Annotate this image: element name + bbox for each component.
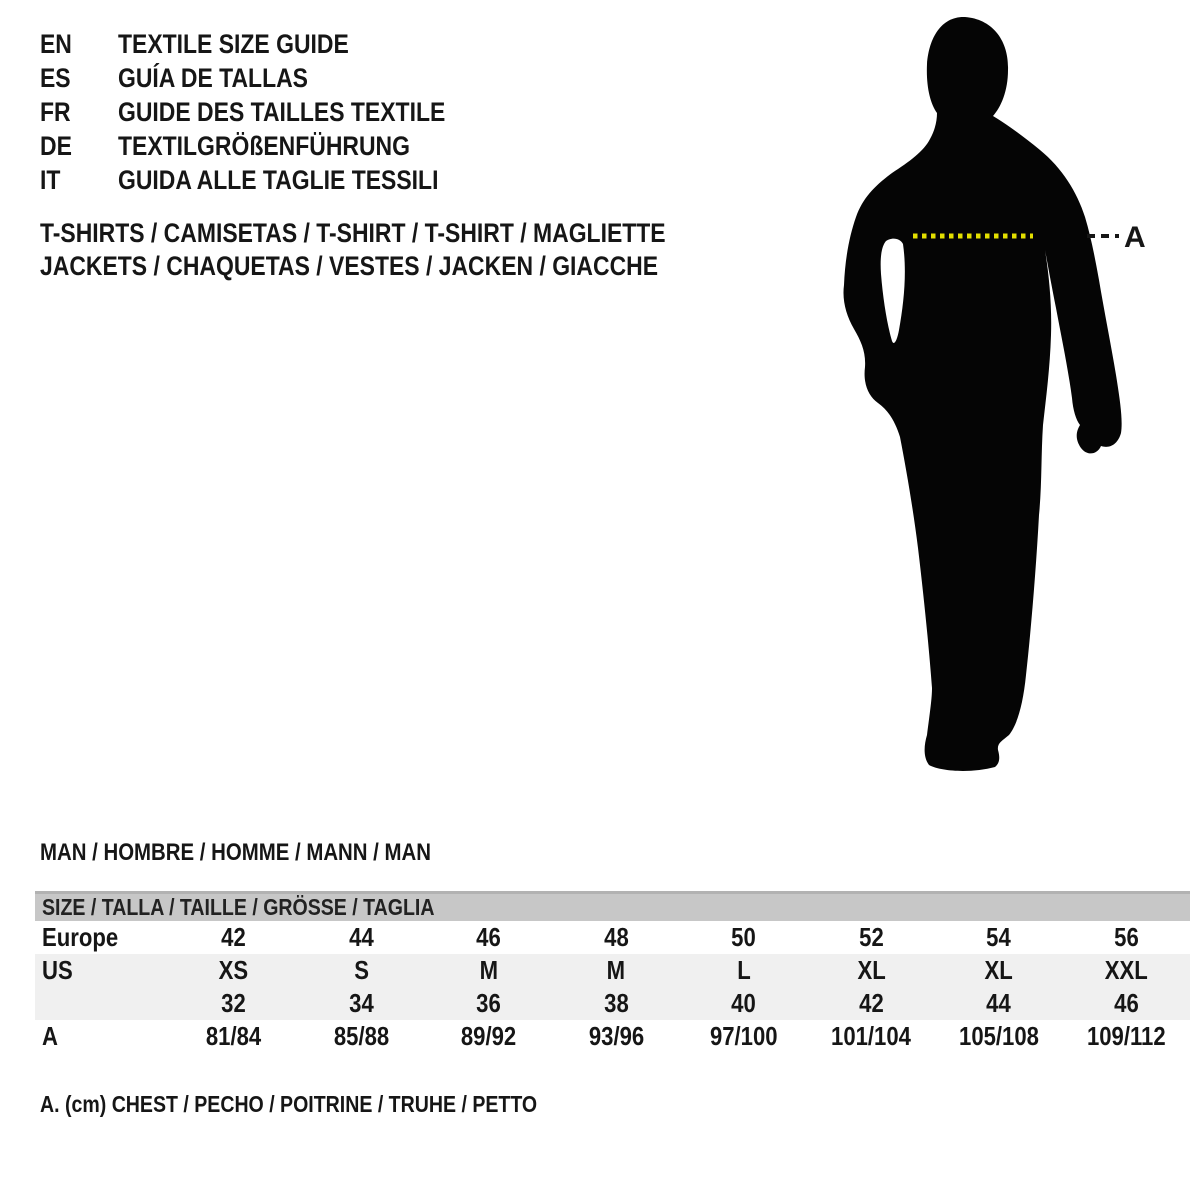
language-title: GUIDA ALLE TAGLIE TESSILI [118, 164, 439, 195]
product-category-line [40, 217, 776, 250]
language-code: IT [40, 164, 61, 195]
language-title: TEXTILE SIZE GUIDE [118, 28, 349, 59]
language-title-list [40, 27, 503, 197]
size-cell: 42 [858, 988, 884, 1018]
product-category-text: JACKETS / CHAQUETAS / VESTES / JACKEN / GIACCHE [40, 251, 659, 281]
size-table-header [35, 891, 1190, 921]
measurement-a-label: A [1124, 221, 1146, 254]
section-title-man [40, 840, 500, 866]
size-cell: 97/100 [709, 1021, 778, 1051]
size-cell: 34 [348, 988, 374, 1018]
size-table-header-text: SIZE / TALLA / TAILLE / GRÖSSE / TAGLIA [42, 894, 435, 920]
size-cell: 48 [603, 922, 629, 952]
language-code: FR [40, 96, 71, 127]
table-row-label: A [42, 1021, 58, 1051]
table-row-europe [35, 921, 1190, 954]
measurement-footnote [40, 1091, 625, 1117]
language-code: EN [40, 28, 72, 59]
size-cell: 46 [476, 922, 502, 952]
size-cell: XS [219, 955, 249, 985]
size-cell: XL [857, 955, 886, 985]
size-cell: 54 [986, 922, 1012, 952]
language-row [40, 95, 503, 129]
language-code: DE [40, 130, 72, 161]
size-cell: 89/92 [461, 1021, 517, 1051]
size-cell: 44 [986, 988, 1012, 1018]
language-row [40, 27, 503, 61]
size-cell: 93/96 [588, 1021, 644, 1051]
table-row-us [35, 954, 1190, 987]
size-cell: 42 [221, 922, 247, 952]
size-cell: 44 [348, 922, 374, 952]
language-code: ES [40, 62, 71, 93]
table-row-label: US [42, 955, 73, 985]
section-title-text: MAN / HOMBRE / HOMME / MANN / MAN [40, 839, 431, 866]
table-row-chest [35, 1020, 1190, 1053]
size-cell: M [479, 955, 498, 985]
man-silhouette-figure [820, 5, 1150, 785]
language-title: GUIDE DES TAILLES TEXTILE [118, 96, 446, 127]
product-category-line [40, 250, 776, 283]
size-cell: 85/88 [333, 1021, 389, 1051]
size-cell: 81/84 [206, 1021, 262, 1051]
size-cell: XXL [1104, 955, 1148, 985]
language-row [40, 61, 503, 95]
measurement-footnote-text: A. (cm) CHEST / PECHO / POITRINE / TRUHE / PETTO [40, 1090, 538, 1117]
size-cell: 36 [476, 988, 502, 1018]
size-cell: 32 [221, 988, 247, 1018]
table-row-label: Europe [42, 922, 119, 952]
size-cell: 52 [858, 922, 884, 952]
language-row [40, 163, 503, 197]
size-cell: 56 [1113, 922, 1139, 952]
size-cell: 50 [731, 922, 757, 952]
language-title: TEXTILGRÖßENFÜHRUNG [118, 130, 410, 161]
size-cell: 46 [1113, 988, 1139, 1018]
size-cell: 40 [731, 988, 757, 1018]
size-cell: 109/112 [1086, 1021, 1166, 1051]
size-cell: 105/108 [958, 1021, 1039, 1051]
size-cell: L [736, 955, 751, 985]
size-cell: XL [984, 955, 1013, 985]
language-title: GUÍA DE TALLAS [118, 62, 308, 93]
man-silhouette [843, 17, 1121, 771]
size-cell: 101/104 [831, 1021, 912, 1051]
product-category-text: T-SHIRTS / CAMISETAS / T-SHIRT / T-SHIRT / MAGLIETTE [40, 218, 666, 248]
table-row-numeric [35, 987, 1190, 1020]
size-cell: 38 [603, 988, 629, 1018]
product-category-list [40, 217, 776, 283]
size-cell: S [353, 955, 369, 985]
size-table [35, 891, 1190, 1053]
size-cell: M [607, 955, 626, 985]
language-row [40, 129, 503, 163]
